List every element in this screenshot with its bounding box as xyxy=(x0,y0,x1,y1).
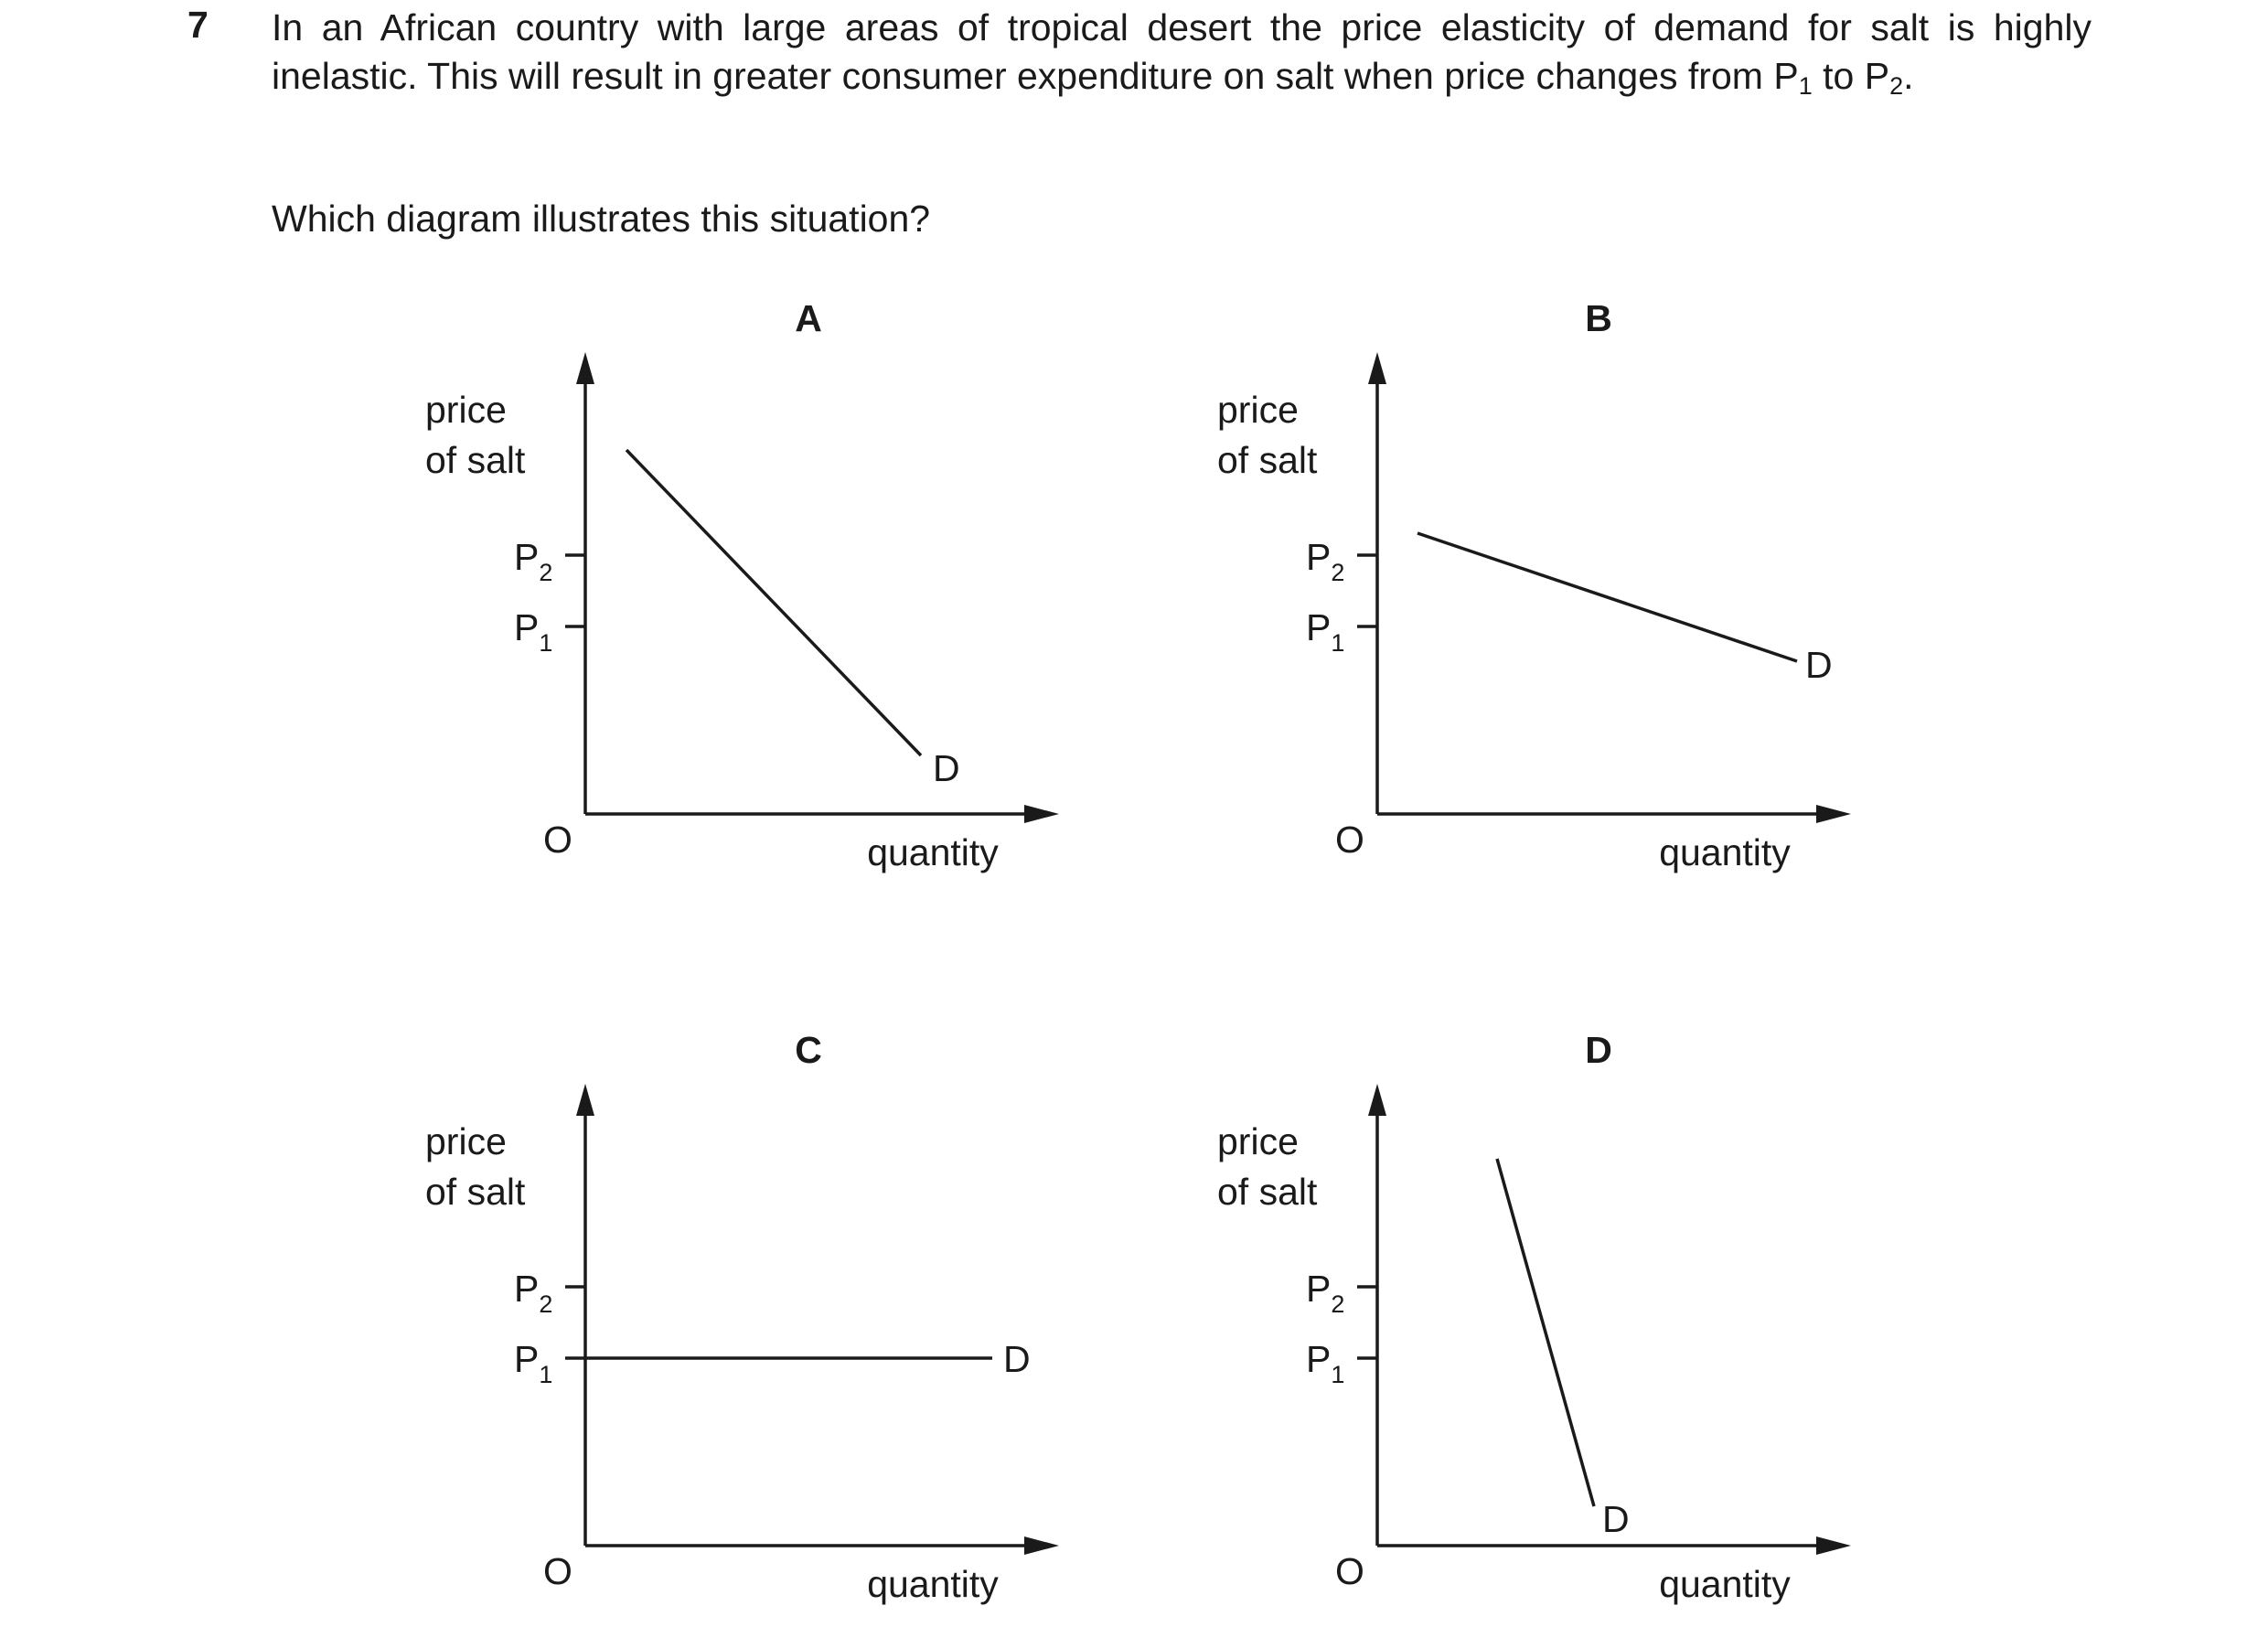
diagram-c-ylabel-2: of salt xyxy=(425,1171,526,1213)
diagram-b-y-arrow xyxy=(1368,352,1386,384)
diagram-a-xlabel: quantity xyxy=(867,831,999,873)
diagram-d-origin: O xyxy=(1335,1550,1364,1592)
diagram-c-letter: C xyxy=(795,1029,822,1071)
price-p1: $P_1$ xyxy=(1773,55,1813,100)
diagram-d-demand-curve xyxy=(1497,1159,1594,1506)
diagram-b-origin: O xyxy=(1335,819,1364,861)
diagram-b-xlabel: quantity xyxy=(1659,831,1791,873)
diagram-b-demand-curve xyxy=(1418,533,1797,661)
diagram-a-origin: O xyxy=(543,819,572,861)
diagram-a-y-arrow xyxy=(576,352,594,384)
diagram-b-ylabel-2: of salt xyxy=(1217,439,1318,481)
diagram-a-p1-label: $P_1$ xyxy=(514,606,553,657)
diagram-d-curve-label: D xyxy=(1602,1498,1630,1540)
diagram-d-p2-label: $P_2$ xyxy=(1306,1268,1345,1318)
diagram-d-p1-label: $P_1$ xyxy=(1306,1338,1345,1388)
diagram-b-p2-label: $P_2$ xyxy=(1306,536,1345,586)
diagram-b-letter: B xyxy=(1585,297,1612,339)
diagram-c xyxy=(425,1029,1059,1605)
price-p2: $P_2$ xyxy=(1864,55,1904,100)
diagram-a-letter: A xyxy=(795,297,822,339)
diagram-b-x-arrow xyxy=(1816,805,1851,823)
diagram-d xyxy=(1217,1029,1851,1605)
diagram-b-p1-label: $P_1$ xyxy=(1306,606,1345,657)
diagram-c-p2-label: $P_2$ xyxy=(514,1268,553,1318)
diagram-c-x-arrow xyxy=(1024,1536,1059,1555)
question-number: 7 xyxy=(187,4,209,46)
diagram-c-ylabel-1: price xyxy=(425,1120,507,1162)
diagram-a-x-arrow xyxy=(1024,805,1059,823)
diagram-a-demand-curve xyxy=(626,450,921,755)
diagram-b-ylabel-1: price xyxy=(1217,389,1299,431)
diagram-b-curve-label: D xyxy=(1805,644,1833,686)
diagram-d-x-arrow xyxy=(1816,1536,1851,1555)
diagram-d-y-arrow xyxy=(1368,1084,1386,1116)
diagram-a xyxy=(425,297,1059,873)
question-end: . xyxy=(1903,55,1914,97)
question-line: In an African country with large areas of tropical desert the price elasticity of demand for salt is highly inelastic. This will result in greater consumer expenditure on salt when price changes from xyxy=(272,6,2091,97)
diagram-c-curve-label: D xyxy=(1003,1338,1031,1380)
diagram-d-ylabel-1: price xyxy=(1217,1120,1299,1162)
diagram-c-origin: O xyxy=(543,1550,572,1592)
question-prompt: Which diagram illustrates this situation? xyxy=(272,198,931,240)
diagram-b xyxy=(1217,297,1851,873)
diagram-c-p1-label: $P_1$ xyxy=(514,1338,553,1388)
diagram-a-p2-label: $P_2$ xyxy=(514,536,553,586)
diagram-d-ylabel-2: of salt xyxy=(1217,1171,1318,1213)
question-connector: to xyxy=(1812,55,1865,97)
diagram-c-xlabel: quantity xyxy=(867,1563,999,1605)
diagram-d-letter: D xyxy=(1585,1029,1612,1071)
diagram-d-xlabel: quantity xyxy=(1659,1563,1791,1605)
diagram-a-ylabel-1: price xyxy=(425,389,507,431)
diagram-a-ylabel-2: of salt xyxy=(425,439,526,481)
diagram-c-y-arrow xyxy=(576,1084,594,1116)
diagram-a-curve-label: D xyxy=(933,747,960,789)
